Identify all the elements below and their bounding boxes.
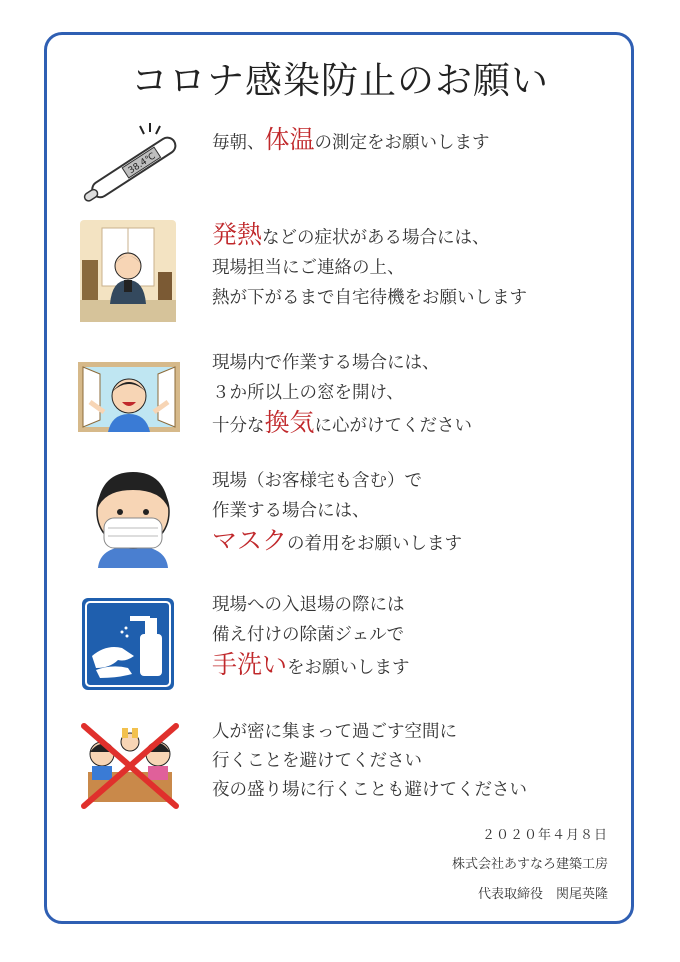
item-ventilation bbox=[212, 348, 612, 441]
item-hand-wash bbox=[212, 590, 612, 683]
item-3-post: に心がけてください bbox=[314, 416, 473, 436]
item-3-line-2: ３か所以上の窓を開け、 bbox=[212, 383, 404, 403]
signature-company: 株式会社あすなろ建築工房 bbox=[451, 857, 608, 872]
home-quarantine-icon bbox=[80, 220, 176, 322]
item-5-line-1: 現場への入退場の際には bbox=[212, 595, 405, 615]
crowd-prohibited-icon bbox=[78, 722, 182, 810]
item-1-pre: 毎朝、 bbox=[212, 133, 265, 153]
item-6-line-2: 行くことを避けてください bbox=[212, 751, 422, 771]
item-2-post: などの症状がある場合には、 bbox=[262, 228, 490, 248]
page-title: コロナ感染防止のお願い bbox=[131, 59, 549, 102]
item-5-post: をお願いします bbox=[287, 658, 410, 678]
item-2-line-3: 熱が下がるまで自宅待機をお願いします bbox=[212, 288, 527, 308]
item-1-highlight: 体温 bbox=[264, 125, 315, 154]
item-fever bbox=[212, 220, 612, 313]
item-6-line-1: 人が密に集まって過ごす空間に bbox=[212, 722, 457, 742]
item-body-temperature bbox=[212, 120, 612, 156]
window-ventilation-icon bbox=[78, 362, 180, 432]
item-4-line-2: 作業する場合には、 bbox=[212, 501, 370, 521]
item-4-highlight: マスク bbox=[212, 526, 288, 555]
item-5-line-2: 備え付けの除菌ジェルで bbox=[212, 625, 405, 645]
item-5-highlight: 手洗い bbox=[212, 650, 288, 679]
signature-date: ２０２０年４月８日 bbox=[481, 828, 608, 843]
item-1-post: の測定をお願いします bbox=[314, 133, 490, 153]
item-mask bbox=[212, 466, 612, 559]
mask-person-icon bbox=[86, 466, 180, 568]
item-4-post: の着用をお願いします bbox=[287, 534, 463, 554]
item-2-highlight: 発熱 bbox=[212, 220, 263, 249]
item-3-line-1: 現場内で作業する場合には、 bbox=[212, 353, 440, 373]
item-6-line-3: 夜の盛り場に行くことも避けてください bbox=[212, 780, 527, 800]
signature-representative: 代表取締役 関尾英隆 bbox=[477, 887, 608, 902]
hand-sanitizer-icon bbox=[82, 598, 174, 690]
item-4-line-1: 現場（お客様宅も含む）で bbox=[212, 471, 422, 491]
item-avoid-crowds bbox=[212, 718, 612, 805]
item-3-pre: 十分な bbox=[212, 416, 265, 436]
thermometer-icon bbox=[78, 118, 184, 202]
item-3-highlight: 換気 bbox=[264, 408, 315, 437]
thermometer-reading: 38.4℃ bbox=[126, 151, 158, 177]
item-2-line-2: 現場担当にご連絡の上、 bbox=[212, 258, 405, 278]
